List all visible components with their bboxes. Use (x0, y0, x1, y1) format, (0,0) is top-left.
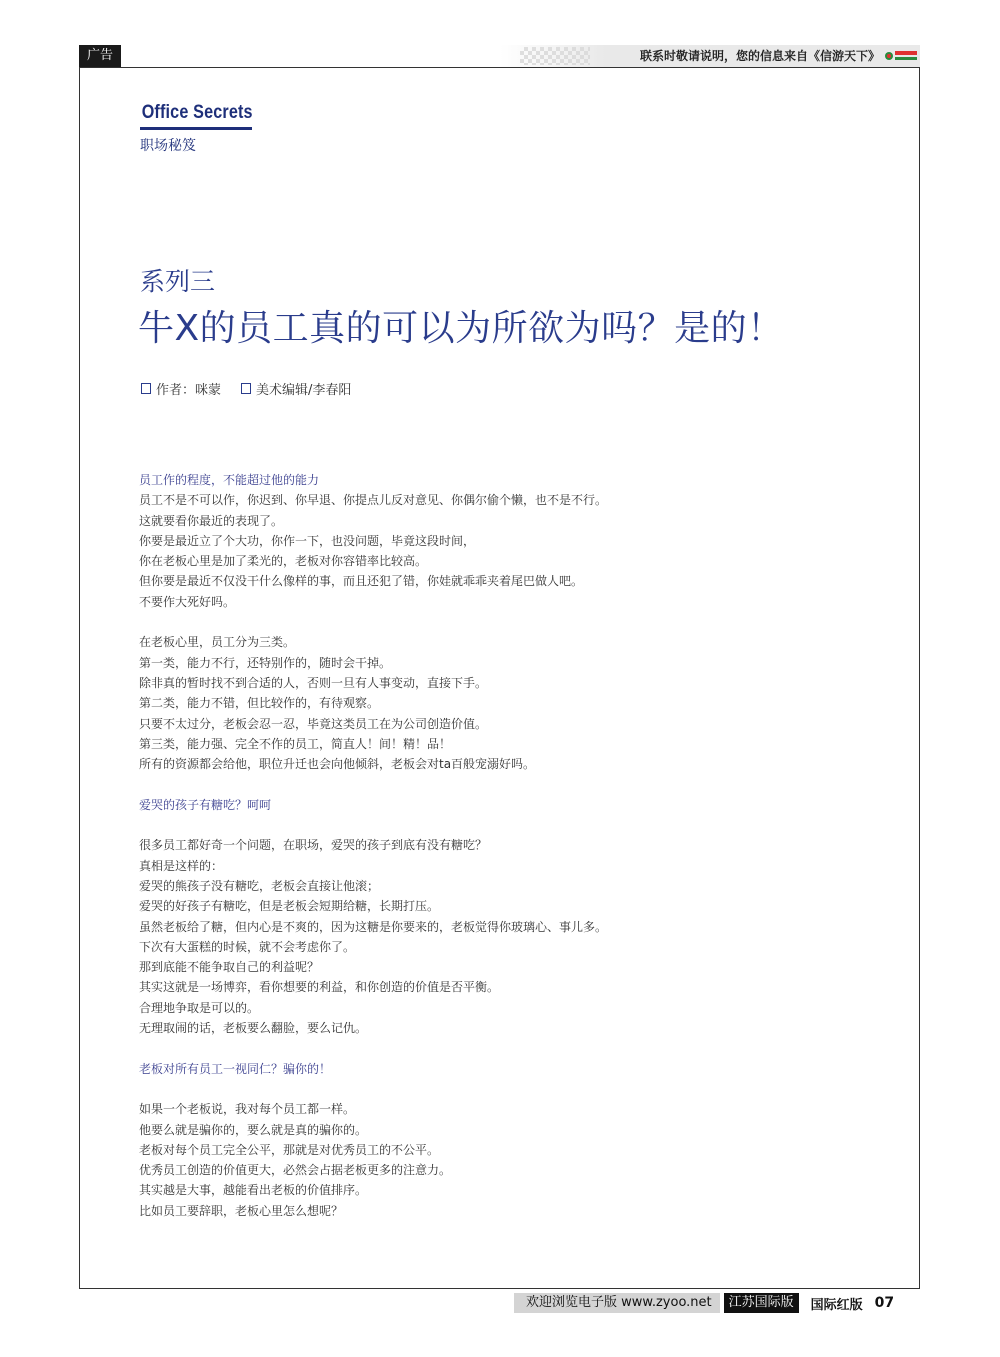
section-title-english: Office Secrets (141, 102, 253, 123)
article-line: 第二类，能力不错，但比较作的，有待观察。 (139, 696, 380, 711)
article-line: 很多员工都好奇一个问题，在职场，爱哭的孩子到底有没有糖吃？ (139, 838, 488, 853)
article-line: 虽然老板给了糖，但内心是不爽的，因为这糖是你要来的，老板觉得你玻璃心、事儿多。 (139, 919, 608, 934)
article-credits (141, 379, 351, 398)
article-line: 在老板心里，员工分为三类。 (139, 635, 296, 650)
section-heading (140, 102, 275, 155)
footer-page-label: 国际红版 (810, 1297, 863, 1313)
paragraph-gap (139, 815, 839, 835)
article-line: 所有的资源都会给他，职位升迁也会向他倾斜，老板会对ta百般宠溺好吗。 (139, 757, 536, 772)
page-footer (514, 1293, 894, 1313)
article-line: 你要是最近立了个大功，你作一下，也没问题，毕竟这段时间， (139, 533, 476, 548)
travel-brand-logo-icon (884, 48, 920, 64)
square-bullet-icon (241, 383, 251, 394)
article-subheading: 爱哭的孩子有糖吃？呵呵 (139, 797, 272, 812)
article-line: 爱哭的好孩子有糖吃，但是老板会短期给糖，长期打压。 (139, 899, 440, 914)
footer-website: 欢迎浏览电子版 www.zyoo.net (514, 1293, 720, 1313)
article-line: 除非真的暂时找不到合适的人，否则一旦有人事变动，直接下手。 (139, 675, 488, 690)
article-body (139, 470, 839, 1221)
article-line: 比如员工要辞职，老板心里怎么想呢？ (139, 1203, 344, 1218)
article-subheading: 员工作的程度，不能超过他的能力 (139, 473, 320, 487)
article-line: 无理取闹的话，老板要么翻脸，要么记仇。 (139, 1021, 368, 1036)
article-line: 不要作大死好吗。 (139, 594, 236, 609)
article-line: 但你要是最近不仅没干什么像样的事，而且还犯了错，你娃就乖乖夹着尾巴做人吧。 (139, 574, 584, 589)
article-line: 只要不太过分，老板会忍一忍，毕竟这类员工在为公司创造价值。 (139, 716, 488, 731)
ad-tag: 广告 (79, 45, 121, 67)
article-line: 合理地争取是可以的。 (139, 1000, 260, 1015)
article-line: 爱哭的熊孩子没有糖吃，老板会直接让他滚； (139, 878, 380, 893)
footer-edition: 江苏国际版 (724, 1293, 799, 1313)
article-line: 其实这就是一场博弈，看你想要的利益，和你创造的价值是否平衡。 (139, 980, 500, 995)
paragraph-gap (139, 612, 839, 632)
section-title-chinese: 职场秘笈 (140, 138, 196, 154)
article-line: 第三类，能力强、完全不作的员工，简直人！间！精！品！ (139, 736, 452, 751)
checker-pattern (520, 47, 590, 65)
article-subheading: 老板对所有员工一视同仁？骗你的！ (139, 1061, 332, 1076)
editor-credit: 美术编辑/李春阳 (256, 383, 352, 398)
article-line: 第一类，能力不行，还特别作的，随时会干掉。 (139, 655, 392, 670)
series-label: 系列三 (140, 267, 216, 296)
article-line: 这就要看你最近的表现了。 (139, 513, 284, 528)
article-line: 老板对每个员工完全公平，那就是对优秀员工的不公平。 (139, 1142, 440, 1157)
article-title: 牛X的员工真的可以为所欲为吗？是的！ (138, 308, 784, 349)
article-line: 其实越是大事，越能看出老板的价值排序。 (139, 1183, 368, 1198)
article-line: 下次有大蛋糕的时候，就不会考虑你了。 (139, 939, 356, 954)
header-note: 联系时敬请说明，您的信息来自《信游天下》 (639, 49, 880, 63)
paragraph-gap (139, 1038, 839, 1058)
article-line: 那到底能不能争取自己的利益呢？ (139, 960, 320, 975)
article-line: 他要么就是骗你的，要么就是真的骗你的。 (139, 1122, 368, 1137)
paragraph-gap (139, 774, 839, 794)
article-line: 真相是这样的： (139, 858, 224, 873)
square-bullet-icon (141, 383, 151, 394)
article-line: 你在老板心里是加了柔光的，老板对你容错率比较高。 (139, 554, 428, 569)
page-number: 07 (874, 1295, 895, 1311)
article-line: 优秀员工创造的价值更大，必然会占据老板更多的注意力。 (139, 1163, 452, 1178)
paragraph-gap (139, 1079, 839, 1099)
section-rule (140, 127, 252, 130)
article-line: 如果一个老板说，我对每个员工都一样。 (139, 1102, 356, 1117)
article-line: 员工不是不可以作，你迟到、你早退、你提点儿反对意见、你偶尔偷个懒，也不是不行。 (139, 493, 608, 508)
author-credit: 作者：咪蒙 (156, 383, 222, 398)
